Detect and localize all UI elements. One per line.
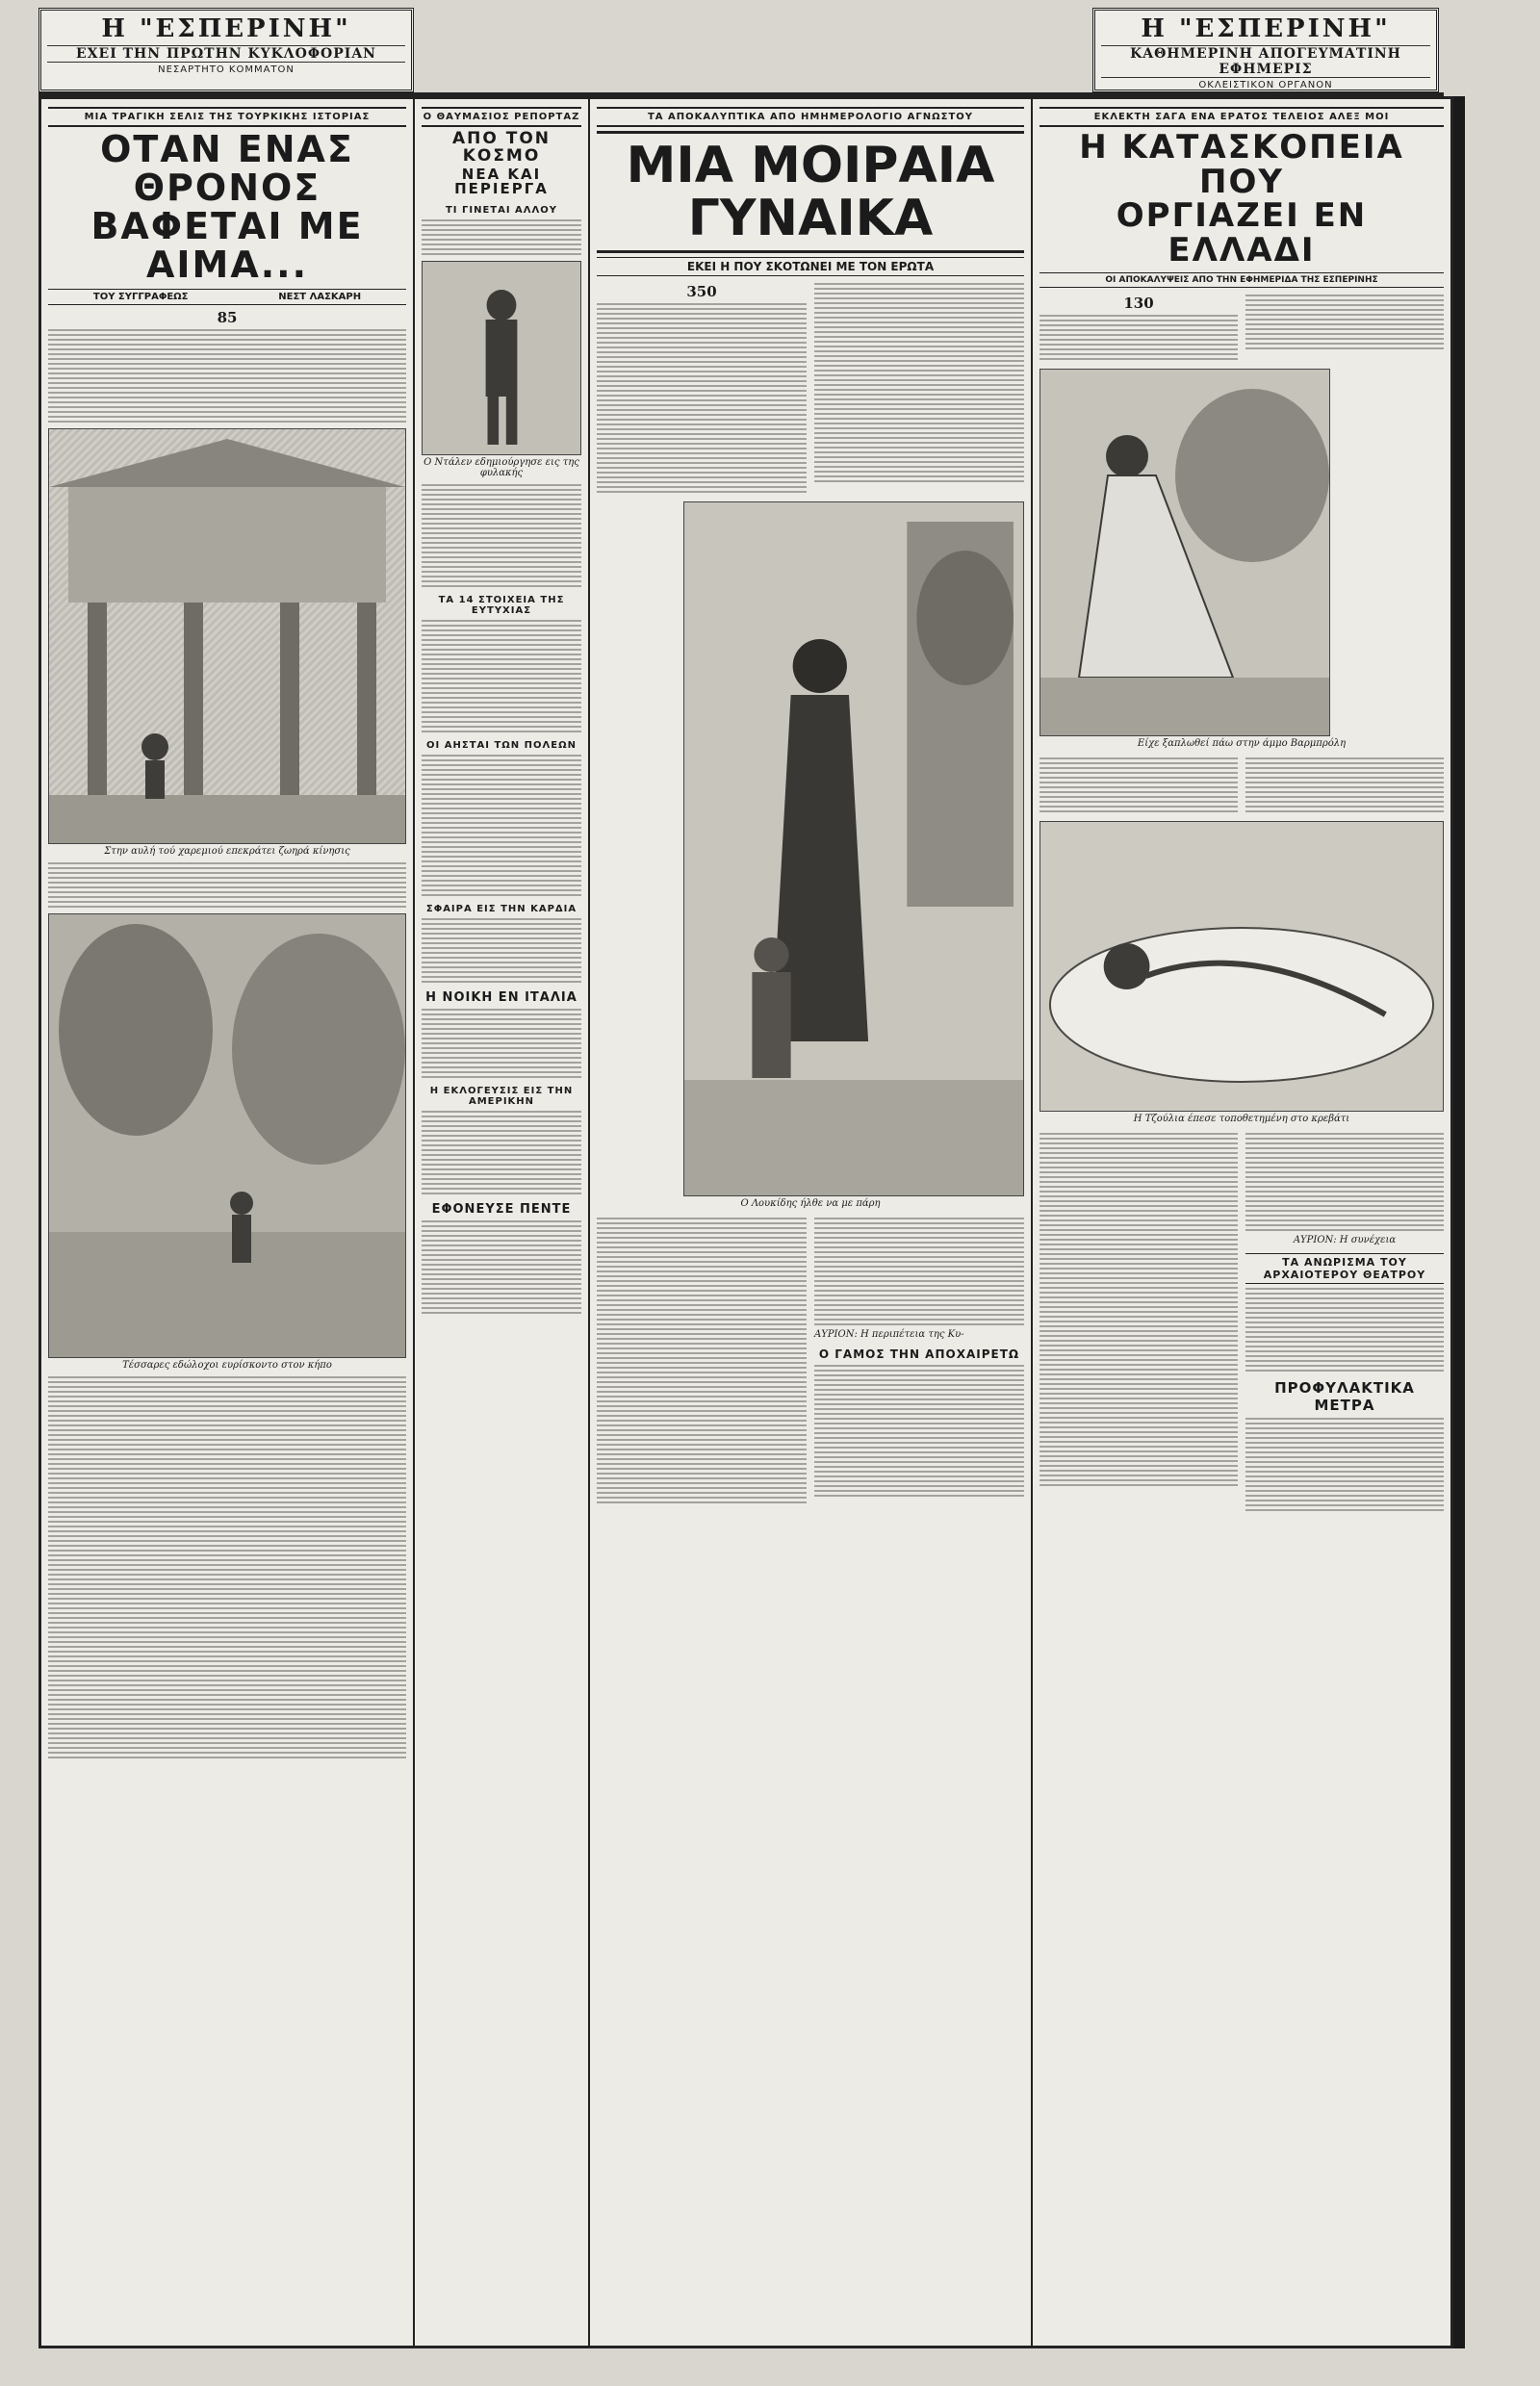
section-heading: Η ΝΟΙΚΗ ΕΝ ΙΤΑΛΙΑ (425, 990, 578, 1006)
masthead-title: Η "ΕΣΠΕΡΙΝΗ" (1141, 14, 1391, 43)
continued-note: ΑΥΡΙΟΝ: Η συνέχεια (1293, 1234, 1397, 1245)
section-heading: Η ΕΚΛΟΓΕΥΣΙΣ ΕΙΣ ΤΗΝ ΑΜΕΡΙΚΗΝ (429, 1086, 574, 1108)
byline-strip (48, 289, 406, 305)
section-heading: ΤΙ ΓΙΝΕΤΑΙ ΑΛΛΟΥ (445, 205, 558, 217)
author-label: ΤΟΥ ΣΥΓΓΡΑΦΕΩΣ (92, 291, 189, 302)
headline-line-2: ΝΕΑ ΚΑΙ ΠΕΡΙΕΡΓΑ (454, 165, 549, 198)
body-text (422, 620, 581, 732)
body-columns (1040, 1130, 1444, 1514)
illustration-caption: Τέσσαρες εδώλοχοι ευρίσκοντο στον κήπο (122, 1359, 332, 1371)
column-world-news (415, 99, 590, 2346)
subheadline-strip (597, 257, 1024, 276)
body-text (48, 1376, 406, 1758)
illustration-woman-on-bed (1040, 821, 1444, 1112)
article-kicker: ΜΙΑ ΤΡΑΓΙΚΗ ΣΕΛΙΣ ΤΗΣ ΤΟΥΡΚΙΚΗΣ ΙΣΤΟΡΙΑΣ (48, 107, 406, 127)
body-columns (597, 280, 1024, 496)
body-text (422, 484, 581, 587)
illustration-caption: Είχε ξαπλωθεί πάω στην άμμο Βαρμπρόλη (1137, 737, 1347, 749)
illustration-caption: Η Τζούλια έπεσε τοποθετημένη στο κρεβάτι (1133, 1113, 1350, 1124)
body-text (1245, 1133, 1444, 1231)
body-text (1040, 315, 1238, 360)
body-text (597, 1218, 807, 1503)
headline-line-2: ΟΡΓΙΑΖΕΙ ΕΝ ΕΛΛΑΔΙ (1116, 196, 1368, 270)
body-text (48, 862, 406, 908)
body-columns (1040, 292, 1444, 363)
subheadline: ΟΙ ΑΠΟΚΑΛΥΨΕΙΣ ΑΠΟ ΤΗΝ ΕΦΗΜΕΡΙΔΑ ΤΗΣ ΕΣΠΕΡΙΝΗΣ (1105, 274, 1378, 285)
masthead-subtitle: ΕΧΕΙ ΤΗΝ ΠΡΩΤΗΝ ΚΥΚΛΟΦΟΡΙΑΝ (47, 45, 405, 63)
body-text (1245, 1418, 1444, 1511)
body-text (597, 303, 807, 493)
subheadline-strip (1040, 272, 1444, 288)
continued-note: ΑΥΡΙΟΝ: Η περιπέτεια της Κυ- (814, 1329, 964, 1341)
headline: ΜΙΑ ΜΟΙΡΑΙΑ ΓΥΝΑΙΚΑ (597, 131, 1024, 253)
installment-number: 130 (1123, 294, 1154, 312)
subheadline: ΕΚΕΙ Η ΠΟΥ ΣΚΟΤΩΝΕΙ ΜΕ ΤΟΝ ΕΡΩΤΑ (686, 260, 935, 274)
body-text (814, 283, 1024, 482)
illustration-caption: Ο Ντάλεν εδημιούργησε εις της φυλακής (424, 457, 579, 479)
illustration-garden (48, 913, 406, 1358)
column-turkish-history (41, 99, 415, 2346)
masthead-tagline: ΟΚΛΕΙΣΤΙΚΟΝ ΟΡΓΑΝΟΝ (1198, 80, 1333, 90)
illustration-reclining-woman (1040, 369, 1330, 736)
headline-line-2: ΒΑΦΕΤΑΙ ΜΕ ΑΙΜΑ... (90, 204, 364, 286)
masthead-left (38, 8, 414, 92)
masthead-subtitle: ΚΑΘΗΜΕΡΙΝΗ ΑΠΟΓΕΥΜΑΤΙΝΗ ΕΦΗΜΕΡΙΣ (1101, 45, 1430, 78)
body-text (1245, 1288, 1444, 1372)
headline-line-1: ΑΠΟ ΤΟΝ ΚΟΣΜΟ (451, 129, 552, 166)
body-text (422, 1009, 581, 1078)
section-heading: ΕΦΟΝΕΥΣΕ ΠΕΝΤΕ (431, 1202, 572, 1218)
column-espionage (1033, 99, 1450, 2346)
body-text (1040, 1133, 1238, 1486)
installment-number: 85 (217, 308, 238, 326)
section-heading: ΠΡΟΦΥΛΑΚΤΙΚΑ ΜΕΤΡΑ (1274, 1378, 1415, 1414)
body-text (422, 755, 581, 896)
installment-number: 350 (686, 283, 717, 301)
body-text (48, 329, 406, 423)
masthead-title: Η "ΕΣΠΕΡΙΝΗ" (101, 14, 351, 43)
body-text (422, 219, 581, 255)
illustration-figure (422, 261, 581, 455)
section-heading: ΤΑ ΑΝΩΡΙΣΜΑ ΤΟΥ ΑΡΧΑΙΟΤΕΡΟΥ ΘΕΑΤΡΟΥ (1245, 1253, 1444, 1284)
body-columns (1040, 755, 1444, 815)
body-text (814, 1365, 1024, 1497)
article-kicker: Ο ΘΑΥΜΑΣΙΟΣ ΡΕΠΟΡΤΑΖ (422, 107, 581, 127)
column-fatal-woman (590, 99, 1033, 2346)
section-heading: Ο ΓΑΜΟΣ ΤΗΝ ΑΠΟΧΑΙΡΕΤΩ (818, 1347, 1020, 1362)
newspaper-page (38, 96, 1453, 2348)
body-text (1245, 757, 1444, 812)
illustration-caption: Στην αυλή τού χαρεμιού επεκράτει ζωηρά κίνησις (104, 845, 350, 857)
body-text (1245, 295, 1444, 349)
body-text (422, 1111, 581, 1194)
body-text (1040, 757, 1238, 812)
author-name: ΝΕΣΤ ΛΑΣΚΑΡΗ (278, 291, 362, 302)
article-kicker: ΕΚΛΕΚΤΗ ΣΑΓΑ ΕΝΑ ΕΡΑΤΟΣ ΤΕΛΕΙΟΣ ΑΛΕΞ ΜΟΙ (1040, 107, 1444, 127)
section-heading: ΤΑ 14 ΣΤΟΙΧΕΙΑ ΤΗΣ ΕΥΤΥΧΙΑΣ (438, 595, 565, 617)
illustration-harem-courtyard (48, 428, 406, 844)
body-columns (597, 1215, 1024, 1506)
illustration-caption: Ο Λουκίδης ήλθε να με πάρη (740, 1198, 881, 1210)
section-heading: ΟΙ ΑΗΣΤΑΙ ΤΩΝ ΠΟΛΕΩΝ (426, 740, 577, 752)
masthead-tagline: ΝΕΣΑΡΤΗΤΟ ΚΟΜΜΑΤΟΝ (158, 64, 295, 75)
section-heading: ΣΦΑΙΡΑ ΕΙΣ ΤΗΝ ΚΑΡΔΙΑ (425, 904, 578, 915)
masthead-right (1092, 8, 1439, 92)
headline-line-1: ΟΤΑΝ ΕΝΑΣ ΘΡΟΝΟΣ (100, 128, 354, 209)
article-kicker: ΤΑ ΑΠΟΚΑΛΥΠΤΙΚΑ ΑΠΟ ΗΜΗΜΕΡΟΛΟΓΙΟ ΑΓΝΩΣΤΟΥ (597, 107, 1024, 127)
body-text (422, 1220, 581, 1314)
illustration-couple (683, 501, 1024, 1196)
headline-line-1: Η ΚΑΤΑΣΚΟΠΕΙΑ ΠΟΥ (1079, 128, 1404, 201)
body-text (422, 918, 581, 983)
body-text (814, 1218, 1024, 1325)
